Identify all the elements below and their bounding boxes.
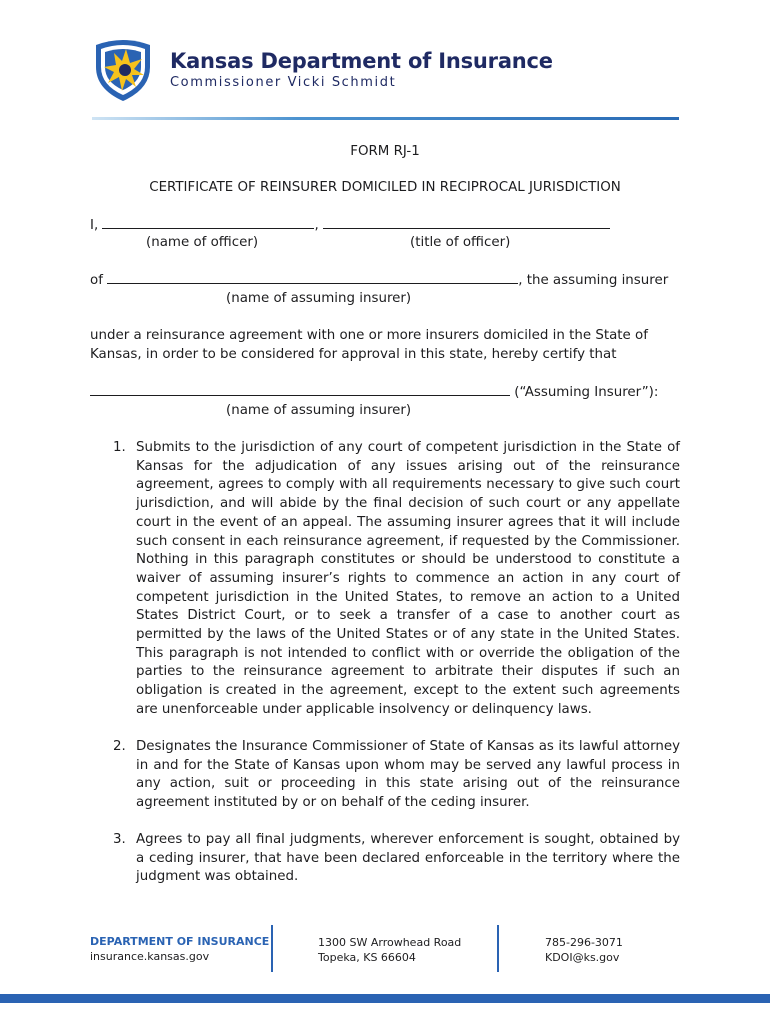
item-text: Submits to the jurisdiction of any court of competent jurisdiction in the State of Kansas for the adjudication of any issues arising out of the reinsurance agreement, agrees to comply with all requirements necessary to give such court jurisdiction, and will abide by the final decision of such court or any appellate court in the event of an appeal. The assuming insurer agrees that it will include such consent in each reinsurance agreement, if requested by the Commissioner. Nothing in this paragraph constitutes or should be understood to constitute a waiver of assuming insurer’s rights to commence an action in any court of competent jurisdiction in the United States, to remove an action to a United States District Court, or to seek a transfer of a case to another court as permitted by the laws of the United States or of any state in the United States. This paragraph is not intended to conflict with or override the obligation of the parties to the reinsurance agreement to arbitrate their disputes if such an obligation is created in the agreement, except to the extent such agreements are unenforceable under applicable insolvency or delinquency laws. — [136, 440, 680, 717]
footer-address-line-2: Topeka, KS 66604 — [318, 951, 416, 964]
item-text: Designates the Insurance Commissioner of State of Kansas as its lawful attorney in and for the State of Kansas upon whom may be served any lawful process in any action, suit or proceeding in this state arising out of the reinsurance agreement instituted by or on behalf of the ceding insurer. — [136, 739, 680, 811]
footer-contact — [545, 935, 623, 965]
commissioner-name: Commissioner Vicki Schmidt — [170, 75, 397, 90]
officer-title-label: (title of officer) — [410, 235, 511, 250]
footer-department: DEPARTMENT OF INSURANCE — [90, 935, 270, 948]
assuming-insurer-certify-line — [90, 383, 658, 403]
item-number: 1. — [113, 440, 126, 455]
officer-name-field[interactable] — [102, 216, 314, 229]
header-divider — [92, 117, 679, 120]
footer-band — [0, 994, 770, 1003]
form-title: CERTIFICATE OF REINSURER DOMICILED IN RECIPROCAL JURISDICTION — [149, 180, 621, 195]
officer-title-field[interactable] — [323, 216, 610, 229]
footer-phone[interactable]: 785-296-3071 — [545, 936, 623, 949]
assuming-insurer-name-field[interactable] — [107, 271, 518, 284]
item-number: 2. — [113, 739, 126, 754]
officer-line-separator: , — [314, 218, 319, 233]
kansas-sunflower-shield-icon — [92, 37, 154, 103]
footer-email-link[interactable]: KDOI@ks.gov — [545, 951, 620, 964]
footer-divider — [497, 925, 499, 972]
intro-line-1: under a reinsurance agreement with one or more insurers domiciled in the State of — [90, 328, 648, 343]
officer-name-label: (name of officer) — [146, 235, 259, 250]
footer-address-line-1: 1300 SW Arrowhead Road — [318, 936, 462, 949]
department-name: Kansas Department of Insurance — [170, 49, 553, 73]
assuming-insurer-line-suffix: , the assuming insurer — [518, 273, 669, 288]
form-number: FORM RJ-1 — [350, 144, 420, 159]
assuming-insurer-definition: (“Assuming Insurer”): — [514, 385, 659, 400]
officer-line — [90, 216, 610, 236]
intro-line-2: Kansas, in order to be considered for approval in this state, hereby certify that — [90, 347, 617, 362]
assuming-insurer-label-1: (name of assuming insurer) — [226, 291, 412, 306]
assuming-insurer-certify-field[interactable] — [90, 383, 510, 396]
officer-line-prefix: I, — [90, 218, 99, 233]
item-text: Agrees to pay all final judgments, wherever enforcement is sought, obtained by a ceding insurer, that have been declared enforceable in the territory where the judgment was obtained. — [136, 832, 680, 885]
assuming-insurer-line — [90, 271, 668, 291]
assuming-insurer-label-2: (name of assuming insurer) — [226, 403, 412, 418]
footer-website-link[interactable]: insurance.kansas.gov — [90, 950, 210, 963]
footer-divider — [271, 925, 273, 972]
assuming-insurer-line-prefix: of — [90, 273, 103, 288]
footer-address — [318, 935, 461, 965]
item-number: 3. — [113, 832, 126, 847]
